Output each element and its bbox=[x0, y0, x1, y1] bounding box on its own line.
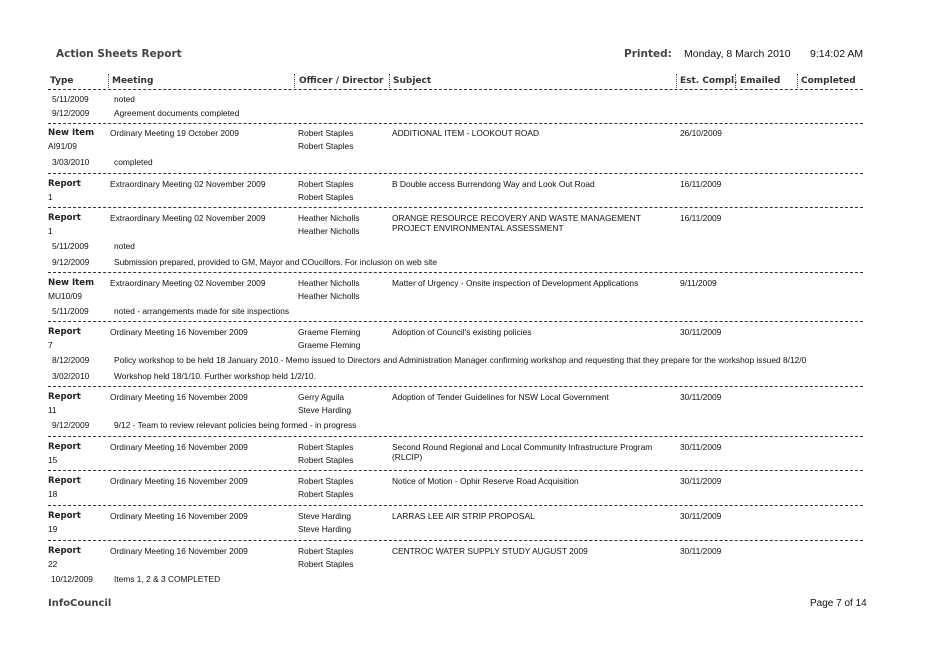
item-subject: Second Round Regional and Local Community Infrastructure Program bbox=[392, 442, 653, 452]
item-est-compl: 16/11/2009 bbox=[680, 179, 722, 189]
item-number: AI91/09 bbox=[48, 141, 77, 151]
note-date: 9/12/2009 bbox=[52, 108, 90, 118]
item-director: Graeme Fleming bbox=[298, 340, 361, 350]
item-est-compl: 16/11/2009 bbox=[680, 213, 722, 223]
item-est-compl: 30/11/2009 bbox=[680, 327, 722, 337]
column-header-est-compl: Est. Compl. bbox=[680, 76, 738, 86]
column-header-officer: Officer / Director bbox=[299, 76, 384, 86]
item-director: Steve Harding bbox=[298, 405, 352, 415]
item-type: New Item bbox=[48, 128, 95, 138]
page-number: Page 7 of 14 bbox=[810, 598, 867, 609]
row-separator bbox=[48, 173, 863, 174]
item-meeting: Extraordinary Meeting 02 November 2009 bbox=[110, 278, 266, 288]
item-subject: Adoption of Tender Guidelines for NSW Local Government bbox=[392, 392, 609, 402]
item-type: Report bbox=[48, 327, 81, 337]
column-divider bbox=[294, 74, 295, 88]
item-subject: LARRAS LEE AIR STRIP PROPOSAL bbox=[392, 511, 535, 521]
column-divider bbox=[389, 74, 390, 88]
column-divider bbox=[735, 74, 736, 88]
item-meeting: Ordinary Meeting 16 November 2009 bbox=[110, 546, 248, 556]
footer-brand: InfoCouncil bbox=[48, 598, 112, 609]
item-type: Report bbox=[48, 442, 81, 452]
item-meeting: Ordinary Meeting 16 November 2009 bbox=[110, 511, 248, 521]
item-number: 1 bbox=[48, 192, 53, 202]
column-header-completed: Completed bbox=[801, 76, 856, 86]
row-separator bbox=[48, 470, 863, 471]
item-type: Report bbox=[48, 511, 81, 521]
item-subject: Adoption of Council's existing policies bbox=[392, 327, 532, 337]
item-est-compl: 30/11/2009 bbox=[680, 511, 722, 521]
note-text: 9/12 - Team to review relevant policies being formed - in progress bbox=[114, 420, 357, 430]
note-date: 8/12/2009 bbox=[52, 355, 90, 365]
item-officer: Heather Nicholls bbox=[298, 213, 360, 223]
item-subject: CENTROC WATER SUPPLY STUDY AUGUST 2009 bbox=[392, 546, 588, 556]
item-est-compl: 30/11/2009 bbox=[680, 476, 722, 486]
item-meeting: Ordinary Meeting 16 November 2009 bbox=[110, 327, 248, 337]
column-header-subject: Subject bbox=[393, 76, 432, 86]
column-divider bbox=[676, 74, 677, 88]
item-subject: B Double access Burrendong Way and Look Out Road bbox=[392, 179, 595, 189]
printed-time: 9:14:02 AM bbox=[810, 48, 864, 60]
item-officer: Robert Staples bbox=[298, 442, 354, 452]
column-divider bbox=[797, 74, 798, 88]
item-officer: Robert Staples bbox=[298, 128, 354, 138]
note-text: completed bbox=[114, 157, 153, 167]
item-subject: ADDITIONAL ITEM - LOOKOUT ROAD bbox=[392, 128, 540, 138]
item-type: Report bbox=[48, 546, 81, 556]
item-director: Steve Harding bbox=[298, 524, 352, 534]
item-officer: Graeme Fleming bbox=[298, 327, 361, 337]
column-header-meeting: Meeting bbox=[112, 76, 154, 86]
item-type: Report bbox=[48, 179, 81, 189]
note-text: noted bbox=[114, 241, 135, 251]
item-officer: Robert Staples bbox=[298, 546, 354, 556]
note-text: Agreement documents completed bbox=[114, 108, 240, 118]
row-separator bbox=[48, 272, 863, 273]
item-subject: Matter of Urgency - Onsite inspection of Development Applications bbox=[392, 278, 639, 288]
item-director: Robert Staples bbox=[298, 559, 354, 569]
item-est-compl: 30/11/2009 bbox=[680, 442, 722, 452]
item-number: MU10/09 bbox=[48, 291, 82, 301]
item-subject-continued: (RLCIP) bbox=[392, 452, 423, 462]
item-number: 7 bbox=[48, 340, 53, 350]
note-text: Workshop held 18/1/10. Further workshop held 1/2/10. bbox=[114, 371, 316, 381]
item-officer: Robert Staples bbox=[298, 476, 354, 486]
row-separator bbox=[48, 540, 863, 541]
note-date: 5/11/2009 bbox=[52, 94, 89, 104]
printed-label: Printed: bbox=[624, 48, 672, 60]
item-est-compl: 30/11/2009 bbox=[680, 546, 722, 556]
note-date: 3/03/2010 bbox=[52, 157, 90, 167]
item-meeting: Ordinary Meeting 19 October 2009 bbox=[110, 128, 239, 138]
item-meeting: Ordinary Meeting 16 November 2009 bbox=[110, 392, 248, 402]
item-est-compl: 26/10/2009 bbox=[680, 128, 722, 138]
row-separator bbox=[48, 505, 863, 506]
item-meeting: Extraordinary Meeting 02 November 2009 bbox=[110, 179, 266, 189]
item-number: 15 bbox=[48, 455, 58, 465]
note-text: Items 1, 2 & 3 COMPLETED bbox=[114, 574, 221, 584]
item-meeting: Ordinary Meeting 16 November 2009 bbox=[110, 442, 248, 452]
item-type: Report bbox=[48, 213, 81, 223]
column-header-emailed: Emailed bbox=[740, 76, 781, 86]
note-date: 5/11/2009 bbox=[52, 306, 89, 316]
item-type: New Item bbox=[48, 278, 95, 288]
item-officer: Heather Nicholls bbox=[298, 278, 360, 288]
note-date: 3/02/2010 bbox=[52, 371, 90, 381]
item-director: Robert Staples bbox=[298, 192, 354, 202]
item-director: Heather Nicholls bbox=[298, 226, 360, 236]
row-separator bbox=[48, 207, 863, 208]
row-separator bbox=[48, 436, 863, 437]
row-separator bbox=[48, 386, 863, 387]
report-title: Action Sheets Report bbox=[56, 48, 182, 60]
column-header-type: Type bbox=[50, 76, 74, 86]
header-rule bbox=[48, 89, 863, 90]
item-officer: Steve Harding bbox=[298, 511, 352, 521]
item-number: 22 bbox=[48, 559, 58, 569]
note-date: 10/12/2009 bbox=[51, 574, 93, 584]
item-officer: Gerry Aguila bbox=[298, 392, 345, 402]
row-separator bbox=[48, 321, 863, 322]
item-type: Report bbox=[48, 392, 81, 402]
item-number: 18 bbox=[48, 489, 58, 499]
item-type: Report bbox=[48, 476, 81, 486]
note-text: noted bbox=[114, 94, 135, 104]
row-separator bbox=[48, 123, 863, 124]
note-text: noted - arrangements made for site inspections bbox=[114, 306, 290, 316]
item-meeting: Extraordinary Meeting 02 November 2009 bbox=[110, 213, 266, 223]
printed-date: Monday, 8 March 2010 bbox=[684, 48, 791, 60]
item-subject: ORANGE RESOURCE RECOVERY AND WASTE MANAGEMENT bbox=[392, 213, 641, 223]
item-number: 19 bbox=[48, 524, 58, 534]
item-subject: Notice of Motion - Ophir Reserve Road Acquisition bbox=[392, 476, 579, 486]
column-divider bbox=[108, 74, 109, 88]
item-est-compl: 30/11/2009 bbox=[680, 392, 722, 402]
note-date: 5/11/2009 bbox=[52, 241, 89, 251]
item-director: Robert Staples bbox=[298, 141, 354, 151]
item-meeting: Ordinary Meeting 16 November 2009 bbox=[110, 476, 248, 486]
item-director: Heather Nicholls bbox=[298, 291, 360, 301]
note-text: Policy workshop to be held 18 January 2010 - Memo issued to Directors and Administration Manager confirming workshop and requesting that they prepare for the workshop issued 8/12/0 bbox=[114, 355, 807, 365]
note-date: 9/12/2009 bbox=[52, 257, 90, 267]
item-director: Robert Staples bbox=[298, 455, 354, 465]
item-subject-continued: PROJECT ENVIRONMENTAL ASSESSMENT bbox=[392, 223, 564, 233]
item-est-compl: 9/11/2009 bbox=[680, 278, 717, 288]
item-number: 1 bbox=[48, 226, 53, 236]
item-director: Robert Staples bbox=[298, 489, 354, 499]
item-officer: Robert Staples bbox=[298, 179, 354, 189]
note-text: Submission prepared, provided to GM, Mayor and COucillors. For inclusion on web site bbox=[114, 257, 438, 267]
item-number: 11 bbox=[48, 405, 57, 415]
note-date: 9/12/2009 bbox=[52, 420, 90, 430]
